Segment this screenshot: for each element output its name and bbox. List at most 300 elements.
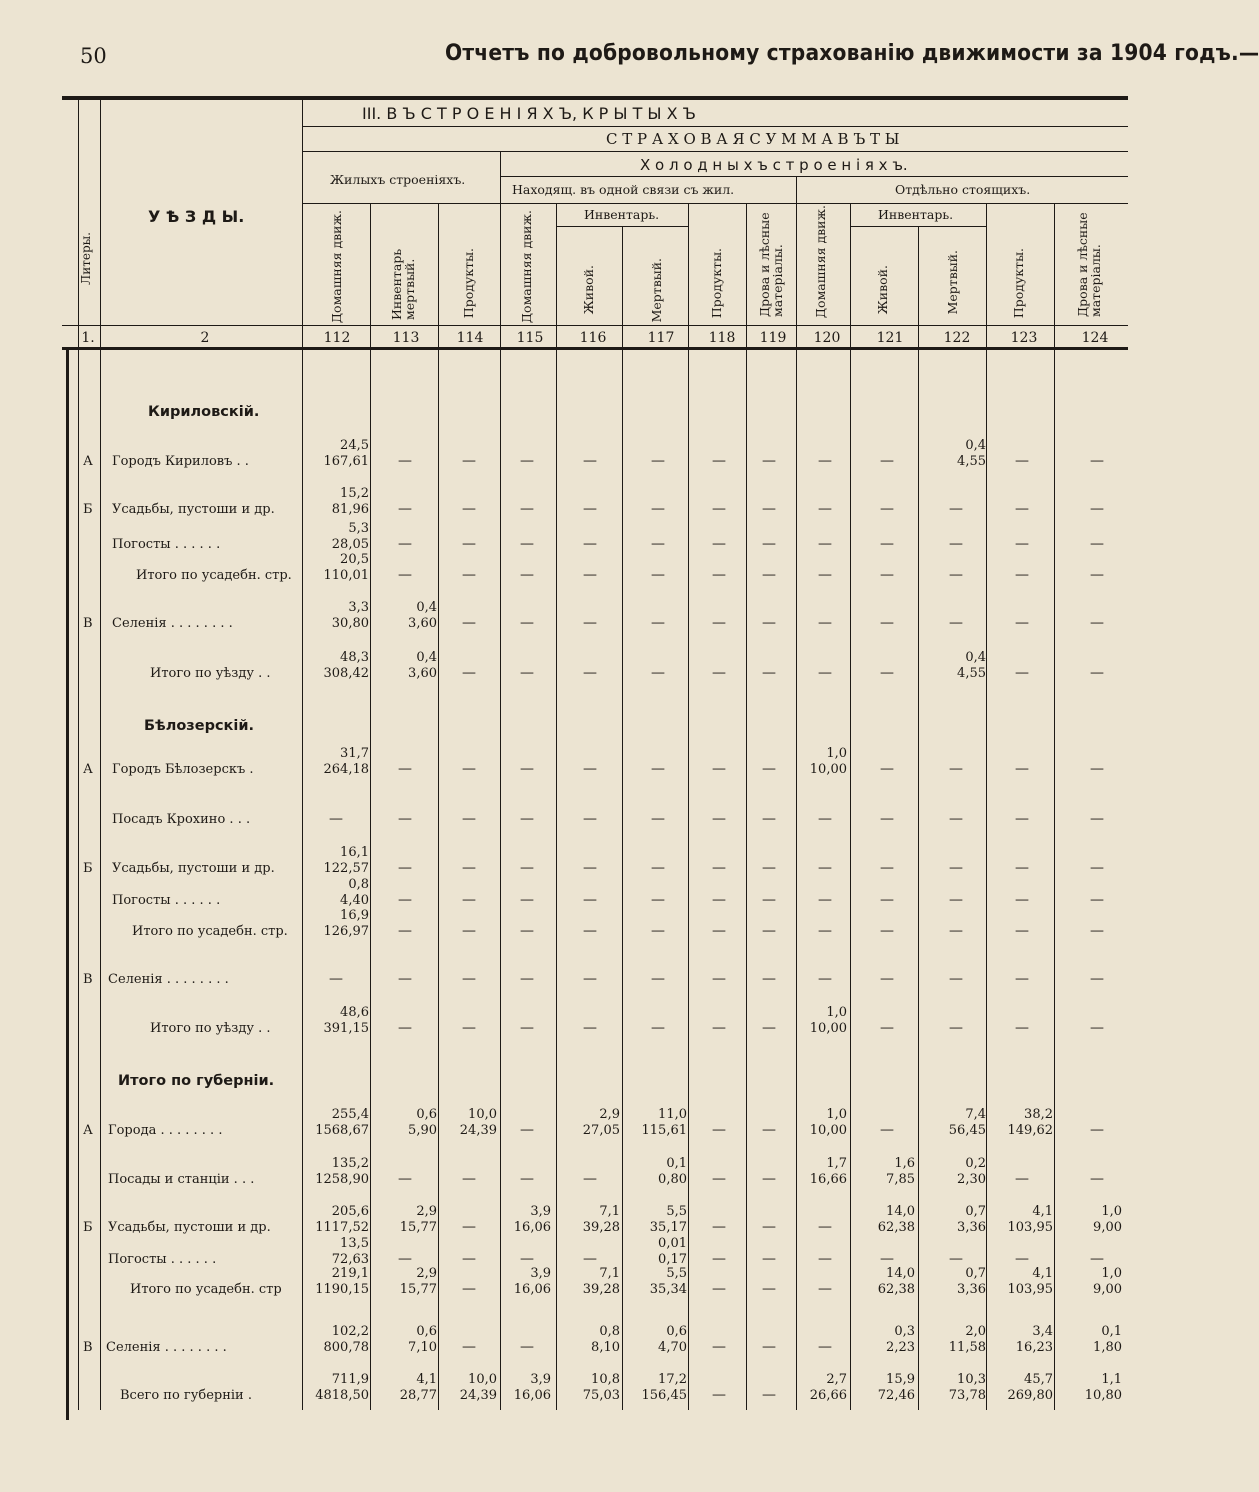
district-heading-belozersk: Бѣлозерскій. (144, 718, 255, 734)
value-cell (810, 1005, 847, 1037)
value-cell (583, 1204, 620, 1236)
empty-dash: — (818, 615, 832, 631)
empty-dash: — (398, 1020, 412, 1036)
value-cell (400, 1266, 437, 1298)
value-cell (315, 1266, 369, 1298)
value-rate: 11,0 (658, 1107, 687, 1122)
value-rate: 3,4 (1032, 1324, 1053, 1339)
empty-dash: — (1090, 453, 1104, 469)
value-rate: 3,9 (530, 1372, 551, 1387)
connected-heading: Находящ. въ одной связи съ жил. (512, 182, 735, 197)
empty-dash: — (583, 453, 597, 469)
empty-dash: — (762, 1219, 776, 1235)
value-sum: 1258,90 (315, 1172, 369, 1187)
empty-dash: — (462, 536, 476, 552)
empty-dash: — (398, 1251, 412, 1267)
row-label: Селенія . . . . . . . . (112, 616, 233, 631)
empty-dash: — (880, 1251, 894, 1267)
empty-dash: — (818, 923, 832, 939)
empty-dash: — (462, 453, 476, 469)
value-sum: 3,36 (957, 1220, 986, 1235)
column-rule (100, 100, 101, 1410)
empty-dash: — (818, 1339, 832, 1355)
value-rate: 14,0 (886, 1266, 915, 1281)
value-rate: 5,3 (348, 521, 369, 536)
value-rate: 15,9 (886, 1372, 915, 1387)
value-rate: 0,3 (894, 1324, 915, 1339)
empty-dash: — (520, 1171, 534, 1187)
empty-dash: — (462, 1020, 476, 1036)
row-label: Итого по усадебн. стр (130, 1282, 282, 1297)
value-sum: 75,03 (582, 1388, 620, 1403)
value-rate: 14,0 (886, 1204, 915, 1219)
district-heading-kirillov: Кириловскій. (148, 404, 260, 420)
empty-dash: — (1090, 761, 1104, 777)
value-sum: 35,34 (649, 1282, 687, 1297)
value-rate: 16,1 (340, 845, 369, 860)
empty-dash: — (651, 567, 665, 583)
value-rate: 10,3 (957, 1372, 986, 1387)
empty-dash: — (712, 665, 726, 681)
empty-dash: — (651, 860, 665, 876)
value-sum: 11,58 (948, 1340, 986, 1355)
column-rule (796, 176, 797, 1410)
empty-dash: — (712, 453, 726, 469)
empty-dash: — (329, 811, 343, 827)
living-heading: Жилыхъ строеніяхъ. (330, 172, 466, 187)
empty-dash: — (762, 1281, 776, 1297)
empty-dash: — (583, 536, 597, 552)
value-rate: 5,5 (666, 1204, 687, 1219)
col113-heading: Инвентарь мертвый. (389, 248, 417, 320)
value-rate: 13,5 (340, 1236, 369, 1251)
empty-dash: — (762, 1339, 776, 1355)
empty-dash: — (880, 1122, 894, 1138)
empty-dash: — (329, 971, 343, 987)
empty-dash: — (1090, 615, 1104, 631)
row-letter: А (83, 1123, 93, 1138)
row-label: Погосты . . . . . . (112, 537, 221, 552)
value-cell (810, 746, 847, 778)
empty-dash: — (462, 1339, 476, 1355)
value-rate: 205,6 (331, 1204, 369, 1219)
value-cell (658, 1324, 687, 1356)
value-rate: 31,7 (340, 746, 369, 761)
value-sum: 10,00 (809, 1123, 847, 1138)
col116-heading: Живой. (581, 265, 596, 315)
column-rule (746, 203, 747, 1410)
value-cell (408, 650, 437, 682)
empty-dash: — (880, 892, 894, 908)
value-sum: 391,15 (323, 1021, 369, 1036)
empty-dash: — (462, 1251, 476, 1267)
col121-heading: Живой. (875, 265, 890, 315)
value-cell (949, 1107, 986, 1139)
empty-dash: — (712, 1251, 726, 1267)
colnum: 113 (392, 330, 420, 346)
empty-dash: — (712, 1339, 726, 1355)
row-letter: В (83, 972, 93, 987)
value-cell (1093, 1204, 1122, 1236)
value-rate: 7,4 (965, 1107, 986, 1122)
value-sum: 3,60 (408, 616, 437, 631)
section-heading: III. В Ъ С Т Р О Е Н І Я Х Ъ, К Р Ы Т Ы Х Ъ (362, 104, 696, 123)
value-cell (324, 1324, 370, 1356)
empty-dash: — (583, 811, 597, 827)
value-sum: 110,01 (323, 568, 369, 583)
value-cell (514, 1266, 551, 1298)
empty-dash: — (398, 453, 412, 469)
column-rule (986, 203, 987, 1410)
value-sum: 16,06 (513, 1388, 551, 1403)
value-sum: 15,77 (399, 1282, 437, 1297)
value-cell (886, 1156, 915, 1188)
value-rate: 10,8 (591, 1372, 620, 1387)
value-sum: 1568,67 (315, 1123, 369, 1138)
empty-dash: — (712, 567, 726, 583)
letters-heading: Литеры. (79, 232, 93, 285)
value-sum: 28,77 (399, 1388, 437, 1403)
value-rate: 45,7 (1024, 1372, 1053, 1387)
value-cell (949, 1372, 986, 1404)
empty-dash: — (880, 761, 894, 777)
value-cell (408, 1107, 437, 1139)
rule-cold (500, 176, 1128, 177)
empty-dash: — (1015, 1020, 1029, 1036)
value-rate: 2,0 (965, 1324, 986, 1339)
value-sum: 103,95 (1007, 1220, 1053, 1235)
value-cell (583, 1266, 620, 1298)
separate-heading: Отдѣльно стоящихъ. (895, 182, 1031, 197)
row-label: Итого по усадебн. стр. (136, 568, 292, 583)
value-sum: 16,06 (513, 1282, 551, 1297)
empty-dash: — (1015, 567, 1029, 583)
empty-dash: — (712, 501, 726, 517)
value-cell (400, 1204, 437, 1236)
row-label: Городъ Бѣлозерскъ . (112, 762, 254, 777)
value-cell (957, 438, 986, 470)
value-sum: 26,66 (809, 1388, 847, 1403)
empty-dash: — (949, 761, 963, 777)
value-sum: 149,62 (1007, 1123, 1053, 1138)
colnum: 112 (323, 330, 351, 346)
empty-dash: — (949, 892, 963, 908)
value-cell (324, 845, 370, 877)
colnum: 1. (81, 330, 95, 346)
row-label: Городъ Кириловъ . . (112, 454, 249, 469)
empty-dash: — (949, 615, 963, 631)
empty-dash: — (1015, 923, 1029, 939)
empty-dash: — (762, 923, 776, 939)
value-sum: 800,78 (323, 1340, 369, 1355)
row-letter: Б (83, 861, 93, 876)
value-rate: 0,6 (666, 1324, 687, 1339)
empty-dash: — (880, 811, 894, 827)
empty-dash: — (880, 665, 894, 681)
value-cell (642, 1372, 688, 1404)
value-sum: 1190,15 (315, 1282, 369, 1297)
empty-dash: — (1090, 892, 1104, 908)
row-label: Города . . . . . . . . (108, 1123, 223, 1138)
empty-dash: — (762, 665, 776, 681)
row-label: Посадъ Крохино . . . (112, 812, 251, 827)
value-rate: 0,8 (599, 1324, 620, 1339)
value-rate: 1,0 (1101, 1204, 1122, 1219)
empty-dash: — (462, 761, 476, 777)
empty-dash: — (462, 860, 476, 876)
empty-dash: — (651, 615, 665, 631)
colnum: 119 (759, 330, 787, 346)
value-sum: 28,05 (331, 537, 369, 552)
sum-heading: С Т Р А Х О В А Я С У М М А В Ъ Т Ы (606, 130, 900, 148)
empty-dash: — (880, 971, 894, 987)
empty-dash: — (818, 811, 832, 827)
empty-dash: — (398, 761, 412, 777)
empty-dash: — (583, 567, 597, 583)
empty-dash: — (762, 761, 776, 777)
empty-dash: — (1090, 1020, 1104, 1036)
empty-dash: — (712, 860, 726, 876)
empty-dash: — (583, 860, 597, 876)
empty-dash: — (1090, 536, 1104, 552)
empty-dash: — (880, 453, 894, 469)
column-rule (850, 203, 851, 1410)
empty-dash: — (462, 892, 476, 908)
value-cell (658, 1236, 687, 1268)
value-rate: 3,9 (530, 1204, 551, 1219)
empty-dash: — (583, 665, 597, 681)
empty-dash: — (398, 811, 412, 827)
value-sum: 35,17 (649, 1220, 687, 1235)
empty-dash: — (1090, 1171, 1104, 1187)
column-rule (78, 100, 79, 1410)
value-sum: 24,39 (459, 1123, 497, 1138)
colnum: 115 (516, 330, 544, 346)
value-sum: 81,96 (331, 502, 369, 517)
column-rule (370, 203, 371, 1410)
value-rate: 1,0 (826, 746, 847, 761)
empty-dash: — (1015, 892, 1029, 908)
value-sum: 156,45 (641, 1388, 687, 1403)
value-sum: 9,00 (1093, 1220, 1122, 1235)
empty-dash: — (762, 615, 776, 631)
empty-dash: — (651, 811, 665, 827)
empty-dash: — (762, 1171, 776, 1187)
value-rate: 0,01 (658, 1236, 687, 1251)
district-heading-total: Итого по губерніи. (118, 1073, 275, 1089)
value-sum: 16,66 (809, 1172, 847, 1187)
row-letter: Б (83, 502, 93, 517)
value-sum: 8,10 (591, 1340, 620, 1355)
empty-dash: — (818, 1281, 832, 1297)
empty-dash: — (762, 892, 776, 908)
empty-dash: — (818, 892, 832, 908)
value-rate: 135,2 (331, 1156, 369, 1171)
value-cell (957, 650, 986, 682)
row-label: Усадьбы, пустоши и др. (108, 1220, 271, 1235)
empty-dash: — (880, 860, 894, 876)
empty-dash: — (520, 1251, 534, 1267)
empty-dash: — (1090, 665, 1104, 681)
row-label: Усадьбы, пустоши и др. (112, 502, 275, 517)
value-sum: 62,38 (877, 1282, 915, 1297)
empty-dash: — (949, 1251, 963, 1267)
row-label: Селенія . . . . . . . . (106, 1340, 227, 1355)
empty-dash: — (520, 453, 534, 469)
value-rate: 0,2 (965, 1156, 986, 1171)
row-letter: В (83, 1340, 93, 1355)
column-rule (622, 226, 623, 1410)
value-rate: 4,1 (416, 1372, 437, 1387)
value-sum: 39,28 (582, 1220, 620, 1235)
empty-dash: — (520, 567, 534, 583)
value-cell (1008, 1204, 1054, 1236)
column-rule (438, 203, 439, 1410)
value-cell (460, 1107, 497, 1139)
value-rate: 0,7 (965, 1266, 986, 1281)
empty-dash: — (1015, 971, 1029, 987)
empty-dash: — (712, 971, 726, 987)
empty-dash: — (762, 1020, 776, 1036)
row-label: Усадьбы, пустоши и др. (112, 861, 275, 876)
value-sum: 30,80 (331, 616, 369, 631)
value-rate: 0,6 (416, 1107, 437, 1122)
value-rate: 102,2 (331, 1324, 369, 1339)
empty-dash: — (762, 1387, 776, 1403)
value-cell (332, 486, 369, 518)
empty-dash: — (818, 971, 832, 987)
value-cell (408, 1324, 437, 1356)
value-cell (658, 1156, 687, 1188)
value-rate: 2,7 (826, 1372, 847, 1387)
column-rule (688, 203, 689, 1410)
value-rate: 0,4 (965, 438, 986, 453)
col124-heading: Дрова и лѣсные матеріалы. (1075, 212, 1103, 317)
value-rate: 1,1 (1101, 1372, 1122, 1387)
empty-dash: — (880, 1020, 894, 1036)
empty-dash: — (1090, 567, 1104, 583)
empty-dash: — (651, 892, 665, 908)
col112-heading: Домашняя движ. (329, 210, 344, 324)
empty-dash: — (398, 923, 412, 939)
empty-dash: — (520, 1122, 534, 1138)
row-label: Погосты . . . . . . (112, 893, 221, 908)
row-label: Итого по усадебн. стр. (132, 924, 288, 939)
col115-heading: Домашняя движ. (519, 210, 534, 324)
empty-dash: — (1015, 761, 1029, 777)
value-sum: 7,10 (408, 1340, 437, 1355)
empty-dash: — (818, 860, 832, 876)
value-cell (650, 1204, 687, 1236)
empty-dash: — (520, 923, 534, 939)
row-letter: В (83, 616, 93, 631)
col117-heading: Мертвый. (649, 258, 664, 323)
value-cell (315, 1107, 369, 1139)
value-cell (810, 1107, 847, 1139)
value-rate: 48,3 (340, 650, 369, 665)
empty-dash: — (949, 536, 963, 552)
empty-dash: — (520, 501, 534, 517)
value-rate: 5,5 (666, 1266, 687, 1281)
value-cell (324, 908, 370, 940)
value-rate: 3,9 (530, 1266, 551, 1281)
value-sum: 39,28 (582, 1282, 620, 1297)
empty-dash: — (949, 567, 963, 583)
value-cell (583, 1107, 620, 1139)
inventory-heading-1: Инвентарь. (584, 207, 660, 222)
empty-dash: — (949, 1020, 963, 1036)
value-cell (324, 1005, 370, 1037)
value-cell (315, 1156, 369, 1188)
value-rate: 10,0 (468, 1372, 497, 1387)
empty-dash: — (520, 892, 534, 908)
value-rate: 3,3 (348, 600, 369, 615)
header-bottom-rule (62, 347, 1128, 350)
value-cell (878, 1372, 915, 1404)
empty-dash: — (818, 536, 832, 552)
value-sum: 122,57 (323, 861, 369, 876)
value-cell (886, 1324, 915, 1356)
value-sum: 126,97 (323, 924, 369, 939)
rule-colnums (62, 325, 1128, 326)
value-rate: 711,9 (331, 1372, 369, 1387)
rule-sum (302, 151, 1128, 152)
empty-dash: — (520, 761, 534, 777)
colnum: 2 (200, 330, 210, 346)
row-label: Итого по уѣзду . . (150, 1021, 271, 1036)
value-rate: 0,6 (416, 1324, 437, 1339)
empty-dash: — (949, 501, 963, 517)
empty-dash: — (1090, 860, 1104, 876)
empty-dash: — (520, 665, 534, 681)
value-rate: 10,0 (468, 1107, 497, 1122)
colnum: 122 (943, 330, 971, 346)
empty-dash: — (818, 1219, 832, 1235)
value-cell (324, 650, 370, 682)
value-rate: 0,4 (965, 650, 986, 665)
empty-dash: — (762, 971, 776, 987)
empty-dash: — (651, 501, 665, 517)
empty-dash: — (949, 971, 963, 987)
empty-dash: — (712, 761, 726, 777)
value-sum: 16,06 (513, 1220, 551, 1235)
rule-group (302, 203, 500, 204)
empty-dash: — (762, 1251, 776, 1267)
value-sum: 4,40 (340, 893, 369, 908)
value-sum: 3,36 (957, 1282, 986, 1297)
value-cell (324, 746, 370, 778)
row-letter: А (83, 762, 93, 777)
value-rate: 0,7 (965, 1204, 986, 1219)
empty-dash: — (462, 811, 476, 827)
empty-dash: — (520, 860, 534, 876)
rule-sub (500, 203, 1128, 204)
column-rule (556, 203, 557, 1410)
left-frame (66, 350, 69, 1420)
value-rate: 15,2 (340, 486, 369, 501)
empty-dash: — (583, 1251, 597, 1267)
value-sum: 308,42 (323, 666, 369, 681)
empty-dash: — (398, 1171, 412, 1187)
row-letter: Б (83, 1220, 93, 1235)
value-sum: 115,61 (641, 1123, 687, 1138)
colnum: 118 (708, 330, 736, 346)
empty-dash: — (712, 1171, 726, 1187)
empty-dash: — (712, 615, 726, 631)
colnum: 124 (1081, 330, 1109, 346)
value-rate: 1,0 (826, 1107, 847, 1122)
value-rate: 2,9 (416, 1204, 437, 1219)
